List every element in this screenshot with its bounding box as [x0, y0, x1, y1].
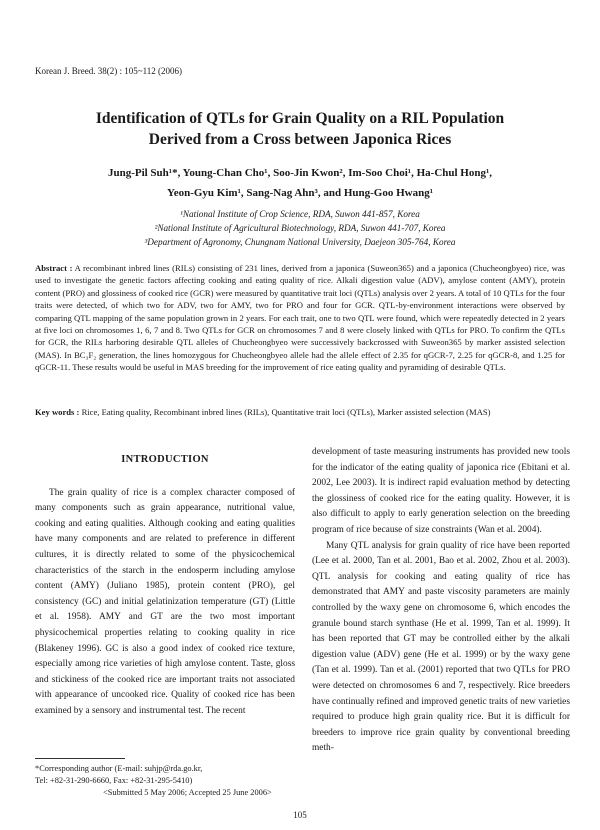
paper-title [40, 108, 560, 150]
left-column [35, 452, 295, 720]
abstract-label: Abstract : [35, 263, 73, 273]
footnote-divider [35, 758, 125, 759]
affiliation-3: ³Department of Agronomy, Chungnam National University, Daejeon 305-764, Korea [144, 237, 456, 247]
affiliation-1: ¹National Institute of Crop Science, RDA, Suwon 441-857, Korea [180, 209, 420, 219]
submission-dates: <Submitted 5 May 2006; Accepted 25 June 2006> [103, 788, 272, 797]
authors-line-2: Yeon-Gyu Kim¹, Sang-Nag Ahn³, and Hung-Goo Hwang¹ [166, 187, 433, 199]
affiliation-2: ²National Institute of Agricultural Biotechnology, RDA, Suwon 441-707, Korea [154, 223, 446, 233]
keywords-label: Key words : [35, 407, 80, 417]
intro-paragraph-1: The grain quality of rice is a complex character composed of many components such as grain appearance, nutritional value, cooking and eating qualities. Although cooking and eating qualities have many components and are related to preference in different cultures, it is directly related to some of the physicochemical characteristics of the starch in the endosperm including amylose content (AMY) (Juliano 1985), protein content (PRO), gel consistency (GC) and initial gelatinization temperature (GT) (Little et al. 1958). AMY and GT are the two most important physicochemical properties relating to cooking quality in rice (Blakeney 1996). GC is also a good index of cooked rice texture, especially among rice varieties of high amylose content. Taste, gloss and stickiness of the cooked rice are important traits not associated with appearance of uncooked rice. Quality of cooked rice has been examined by a sensory and instrumental test. The recent [35, 487, 295, 716]
keywords [35, 406, 565, 418]
keywords-text: Rice, Eating quality, Recombinant inbred lines (RILs), Quantitative trait loci (QTLs), Marker assisted selection (MAS) [81, 407, 491, 417]
title-line-2: Derived from a Cross between Japonica Rices [148, 131, 452, 148]
section-heading-introduction: INTRODUCTION [121, 454, 209, 465]
right-column [312, 445, 570, 757]
abstract-text: A recombinant inbred lines (RILs) consisting of 231 lines, derived from a japonica (Suweon365) and a japonica (Chucheongbyeo) rice, was used to investigate the genetic factors affecting cooking and eating quality of rice. Alkali digestion value (ADV), amylose content (AMY), protein content (PRO) and glossiness of cooked rice (GCR) were measured by quantitative trait loci (QTLs) analysis over 2 years. A total of 10 QTLs for the four traits were detected, of which two for ADV, two for AMY, two for PRO and four for GCR. QTL-by-environment interactions were observed by comparing QTL mapping of the same population grown in 2 years. For each trait, one to two QTL were found, which were repeatedly detected in 2 years at five loci on chromosomes 1, 6, 7 and 8. Two QTLs for GCR on chromosomes 7 and 8 were closely linked with QTLs for PRO. To confirm the QTLs for GCR, the RILs harboring desirable QTL alleles of Chucheongbyeo were successively backcrossed with Suweon365 by marker assisted selection (MAS). In BC₃F₂ generation, the lines homozygous for Chucheongbyeo allele had the allele effect of 2.35 for qGCR-7, 2.25 for qGCR-8, and 1.25 for qGCR-11. These results would be useful in MAS breeding for the improvement of rice eating quality and pyramiding of desirable QTLs. [35, 263, 565, 373]
affiliations [40, 207, 560, 249]
authors-line-1: Jung-Pil Suh¹*, Young-Chan Cho¹, Soo-Jin Kwon², Im-Soo Choi¹, Ha-Chul Hong¹, [107, 167, 493, 179]
author-list [40, 163, 560, 203]
intro-paragraph-continued: development of taste measuring instruments has provided new tools for the indicator of the eating quality of japonica rice (Ebitani et al. 2002, Lee 2003). It is indirect rapid evaluation method by detecting the glossiness of cooked rice for the eating quality. However, it is also difficult to apply to early generation selection on the breeding program of rice because of size constraints (Wan et al. 2004). [312, 447, 570, 535]
abstract [35, 262, 565, 374]
page-number: 105 [293, 810, 307, 820]
journal-reference: Korean J. Breed. 38(2) : 105~112 (2006) [35, 66, 183, 76]
footnote-line-2: Tel: +82-31-290-6660, Fax: +82-31-295-5410) [35, 776, 193, 785]
corresponding-author-footnote [35, 763, 305, 799]
footnote-line-1: *Corresponding author (E-mail: suhjp@rda.go.kr, [35, 764, 203, 773]
intro-paragraph-2: Many QTL analysis for grain quality of rice have been reported (Lee et al. 2000, Tan et al. 2001, Bao et al. 2002, Zhou et al. 2003). QTL analysis for cooking and eating quality of rice has demonstrated that AMY and paste viscosity parameters are mainly controlled by the waxy gene on chromosome 6, which encodes the granule bound starch synthase (He et al. 1999, Tan et al. 1999). It has been reported that GT may be controlled either by the alkali digestion value (ADV) gene (He et al. 1999) or by the waxy gene (Tan et al. 1999). Tan et al. (2001) reported that two QTLs for PRO were detected on chromosomes 6 and 7, respectively. Rice breeders have continually refined and improved genetic traits of new varieties required to produce high grain quality rice. But it is difficult for breeders to improve rice grain quality by conventional breeding meth- [312, 540, 570, 754]
title-line-1: Identification of QTLs for Grain Quality on a RIL Population [95, 110, 505, 127]
